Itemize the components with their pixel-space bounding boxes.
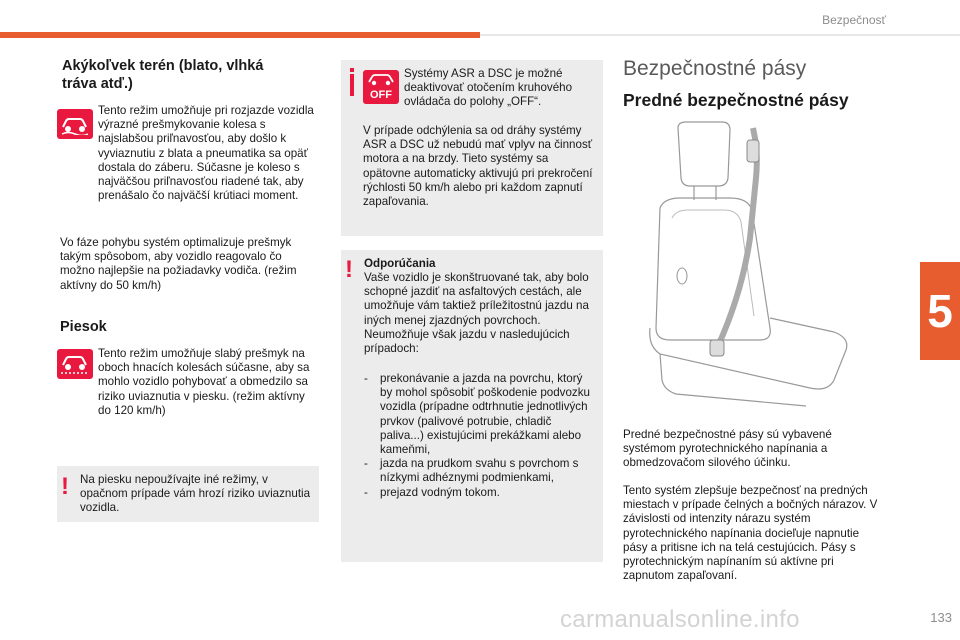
terrain-text-2: Vo fáze pohybu systém optimalizuje prešmyk takým spôsobom, aby vozidlo reagovalo čo možno najlepšie na požiadavky vodiča. (režim aktívny do 50 km/h) [60, 236, 297, 292]
header-divider [480, 34, 960, 36]
seat-belt-illustration [620, 118, 885, 408]
sand-mode-icon [57, 349, 93, 379]
sand-warning-text: Na piesku nepoužívajte iné režimy, v opačnom prípade vám hrozí riziko uviaznutia vozidla. [80, 473, 311, 515]
recommendations-text: Vaše vozidlo je skonštruované tak, aby bolo schopné jazdiť na asfaltových cestách, ale umožňuje vám taktiež príležitostnú jazdu na iných menej zjazdných povrchoch. Neumožňuje však jazdu v nasledujúcich prípadoch: [364, 271, 589, 356]
recommendations-title: Odporúčania [364, 257, 436, 270]
seat-belt-text-1: Predné bezpečnostné pásy sú vybavené systémom pyrotechnického napínania a obmedzovačom silového účinku. [623, 428, 832, 470]
off-label: OFF [370, 89, 392, 101]
header-accent-bar [0, 32, 480, 38]
terrain-text: Tento režim umožňuje pri rozjazde vozidla výrazné prešmykovanie kolesa s najslabšou priľnavosťou, aby došlo k vyviaznutiu z blata a pneumatika sa opäť dostala do záberu. Súčasne je koleso s najväčšou priľnavosťou riadené tak, aby prenášalo čo najväčší krútiaci moment. [98, 104, 314, 203]
section-subtitle: Predné bezpečnostné pásy [623, 90, 849, 110]
terrain-mode-icon [57, 109, 93, 139]
info-box [341, 60, 603, 236]
watermark: carmanualsonline.info [560, 606, 800, 633]
page-title: Bezpečnostné pásy [623, 57, 807, 80]
recommendations-box [341, 250, 603, 562]
seat-belt-text-2: Tento systém zlepšuje bezpečnosť na predných miestach v prípade čelných a bočných nárazov. V závislosti od intenzity nárazu systém pyrotechnického napínania docieľuje napnutie pásy a pritisne ich na telá cestujúcich. Pásy s pyrotechnickým napínaním sú aktívne pri zapnutom zapaľovaní. [623, 484, 878, 583]
list-item: - prejazd vodným tokom. [364, 486, 596, 500]
info-icon [350, 74, 354, 96]
sand-warning-box [57, 466, 319, 522]
sand-heading: Piesok [60, 319, 107, 335]
info-text: Systémy ASR a DSC je možné deaktivovať otočením kruhového ovládača do polohy „OFF“. [404, 67, 573, 109]
info-text-2: V prípade odchýlenia sa od dráhy systémy ASR a DSC už nebudú mať vplyv na činnosť motora a na brzdy. Tieto systémy sa opätovne automaticky aktivujú pri prekročení rýchlosti 50 km/h alebo pri každom zapnutí zapaľovania. [363, 124, 593, 209]
chapter-tab[interactable]: 5 [920, 262, 960, 360]
warning-icon: ! [345, 256, 353, 283]
warning-icon: ! [61, 473, 69, 500]
list-item: - prekonávanie a jazda na povrchu, ktorý by mohol spôsobiť poškodenie podvozku vozidla (prípadne odtrhnutie jednotlivých prvkov (palivové potrubie, chladič paliva...) existujúcimi prekážkami alebo kameňmi, [364, 372, 596, 457]
terrain-heading: Akýkoľvek terén (blato, vlhká tráva atď.) [62, 58, 264, 92]
section-title: Bezpečnosť [822, 13, 886, 27]
page-number: 133 [930, 610, 952, 625]
off-knob-icon [363, 70, 399, 104]
list-item: - jazda na prudkom svahu s povrchom s nízkymi adhéznymi podmienkami, [364, 457, 596, 485]
recommendations-list [364, 372, 596, 500]
sand-text: Tento režim umožňuje slabý prešmyk na oboch hnacích kolesách súčasne, aby sa mohlo vozidlo pohybovať a obmedzilo sa riziko uviaznutia v piesku. (režim aktívny do 120 km/h) [98, 347, 310, 417]
